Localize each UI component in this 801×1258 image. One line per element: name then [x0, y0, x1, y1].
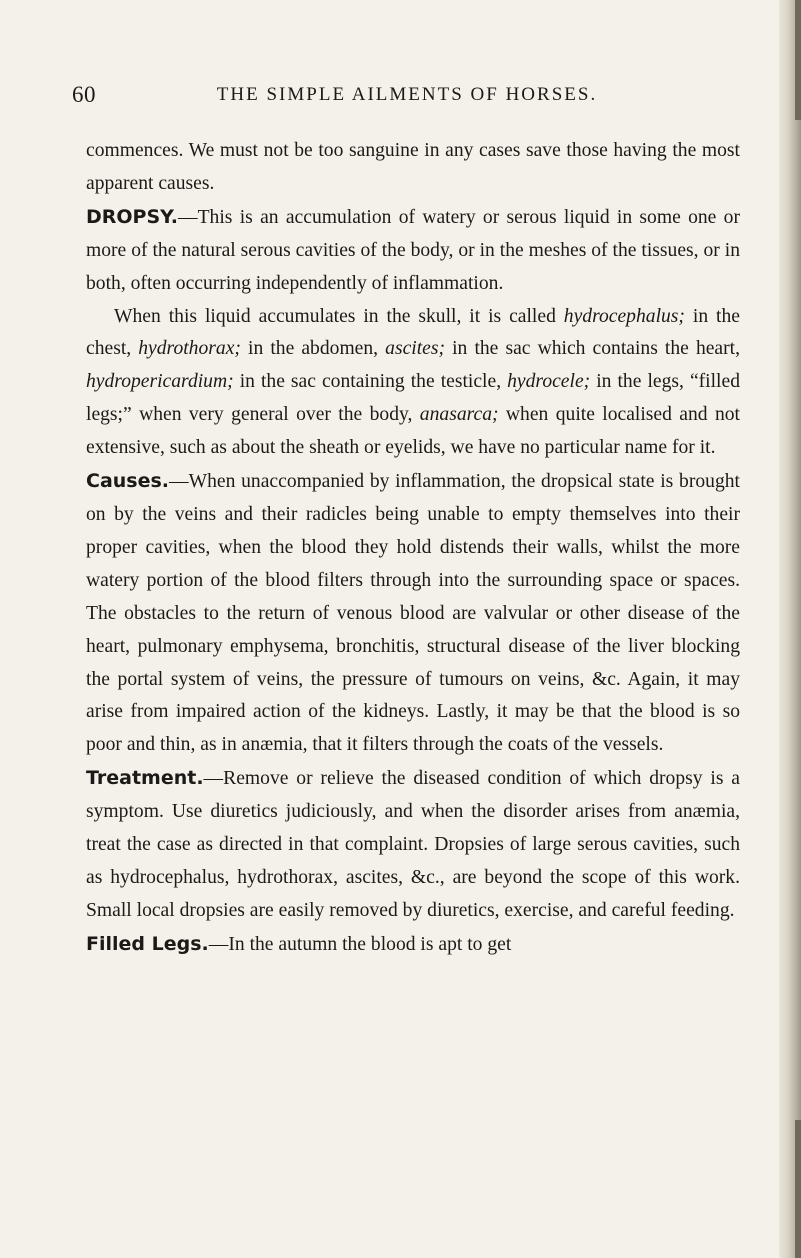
text-run: commences. We must not be too sanguine in any cases save those having the most apparent causes. [86, 140, 740, 194]
italic-term: hydrothorax; [138, 338, 241, 360]
text-run: in the legs, “filled legs;” when very general over the body, [86, 371, 740, 426]
paragraph [86, 928, 740, 962]
paragraph [86, 201, 740, 301]
body-text [86, 135, 740, 962]
section-heading: Causes. [86, 470, 170, 493]
paragraph [86, 135, 740, 201]
running-title: THE SIMPLE AILMENTS OF HORSES. [216, 84, 598, 105]
text-run: in the abdomen, [240, 338, 386, 360]
italic-term: hydropericardium; [86, 371, 234, 393]
italic-term: hydrocele; [507, 371, 591, 393]
paragraph [86, 762, 740, 928]
section-heading: Treatment. [86, 767, 204, 790]
text-run: when quite localised and not extensive, such as about the sheath or eyelids, we have no particular name for it. [86, 404, 740, 459]
section-heading: DROPSY. [86, 205, 178, 228]
text-run: in the chest, [86, 305, 740, 360]
page-edge-dark-band [795, 0, 801, 120]
italic-term: anasarca; [419, 404, 499, 426]
page-number: 60 [72, 82, 96, 107]
text-run: —In the autumn the blood is apt to get [208, 933, 512, 955]
section-heading: Filled Legs. [86, 932, 209, 955]
paragraph [86, 465, 740, 762]
paragraph [86, 301, 740, 466]
page-edge-shadow [779, 0, 801, 1258]
text-run: in the sac which contains the heart, [445, 338, 740, 360]
text-run: —When unaccompanied by inflammation, the dropsical state is brought on by the veins and their radicles being unable to empty themselves into their proper cavities, when the blood they hold distends their walls, whilst the more watery portion of the blood filters through into the surrounding space or spaces. The obstacles to the return of venous blood are valvular or other disease of the heart, pulmonary emphysema, bronchitis, structural disease of the liver blocking the portal system of veins, the pressure of tumours on veins, &c. Again, it may arise from impaired action of the kidneys. Lastly, it may be that the blood is so poor and thin, as in anæmia, that it filters through the coats of the vessels. [86, 471, 740, 756]
text-run: —This is an accumulation of watery or serous liquid in some one or more of the natural serous cavities of the body, or in the meshes of the tissues, or in both, often occurring independently of inflammation. [86, 206, 740, 294]
running-header [72, 82, 742, 112]
italic-term: ascites; [385, 338, 446, 360]
page-edge-dark-band [795, 1120, 801, 1258]
text-run: in the sac containing the testicle, [233, 371, 508, 393]
text-run: —Remove or relieve the diseased condition of which dropsy is a symptom. Use diuretics judiciously, and when the disorder arises from anæmia, treat the case as directed in that complaint. Dropsies of large serous cavities, such as hydrocephalus, hydrothorax, ascites, &c., are beyond the scope of this work. Small local dropsies are easily removed by diuretics, exercise, and careful feeding. [86, 768, 740, 921]
text-run: When this liquid accumulates in the skull, it is called [114, 305, 564, 327]
italic-term: hydrocephalus; [563, 305, 685, 327]
